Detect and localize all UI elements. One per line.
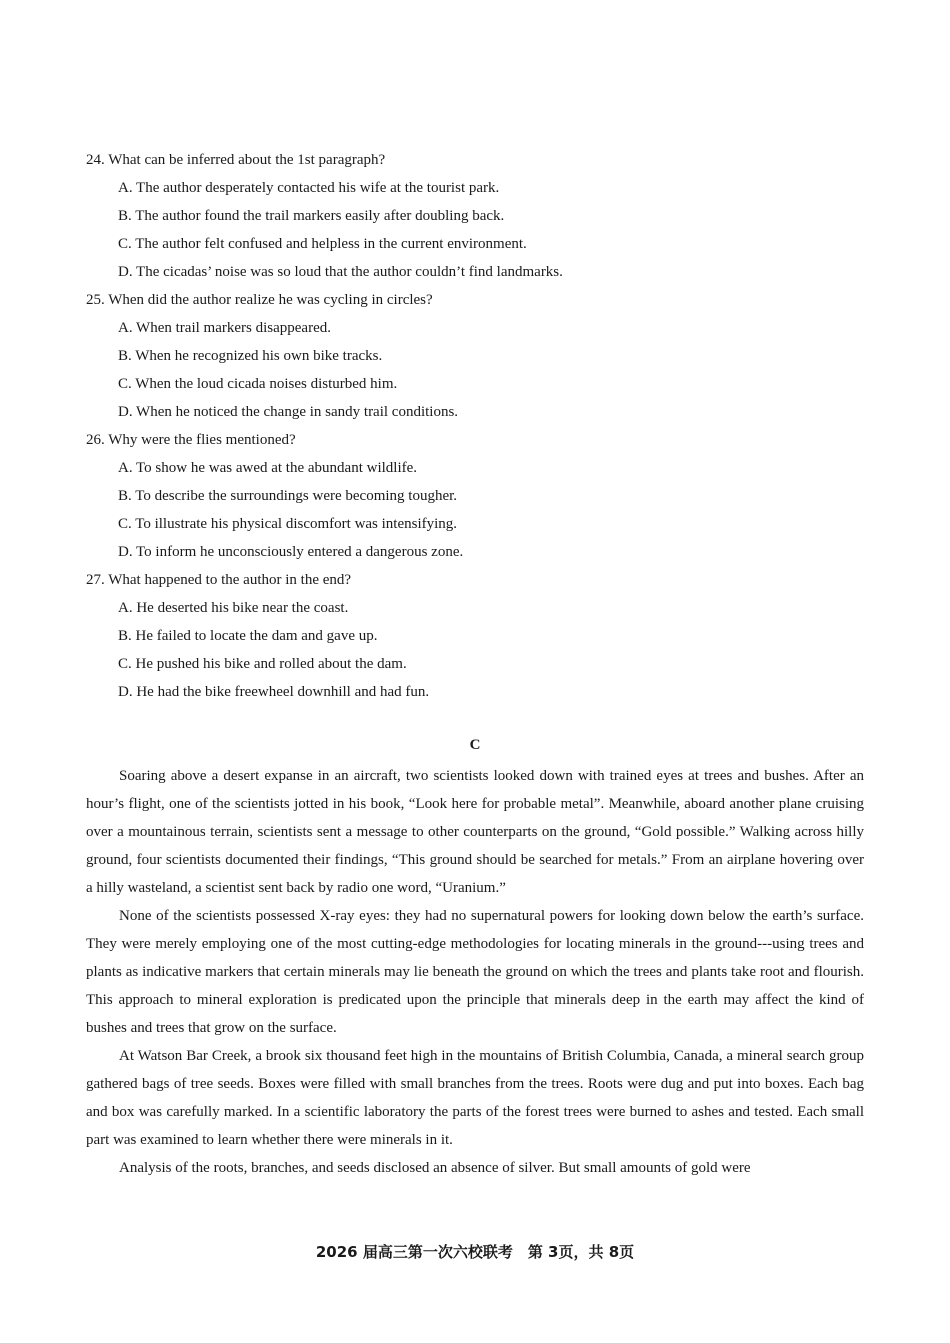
- option-d: D. To inform he unconsciously entered a dangerous zone.: [118, 544, 464, 560]
- option-c: C. To illustrate his physical discomfort was intensifying.: [118, 516, 458, 532]
- option-d: D. When he noticed the change in sandy trail conditions.: [118, 404, 459, 420]
- page-footer: 2026 届高三第一次六校联考 第 3页，共 8页: [315, 1243, 635, 1261]
- option-c: C. When the loud cicada noises disturbed him.: [118, 376, 398, 392]
- question-24: [86, 146, 886, 286]
- option-a: A. To show he was awed at the abundant wildlife.: [118, 460, 418, 476]
- passage-paragraph-3: At Watson Bar Creek, a brook six thousand feet high in the mountains of British Columbia, Canada, a mineral search group gathered bags of tree seeds. Boxes were filled with small branches from the trees. Roots were dug and put into boxes. Each bag and box was carefully marked. In a scientific laboratory the parts of the forest trees were burned to ashes and tested. Each small part was examined to learn whether there were minerals in it.: [86, 1048, 864, 1148]
- option-b: B. When he recognized his own bike tracks.: [118, 348, 383, 364]
- option-a: A. When trail markers disappeared.: [118, 320, 331, 336]
- question-stem: 25. When did the author realize he was cycling in circles?: [86, 292, 433, 308]
- section-heading: C: [469, 737, 481, 753]
- question-stem: 27. What happened to the author in the end?: [86, 572, 352, 588]
- option-a: A. He deserted his bike near the coast.: [118, 600, 349, 616]
- option-b: B. The author found the trail markers easily after doubling back.: [118, 208, 505, 224]
- option-d: D. The cicadas’ noise was so loud that the author couldn’t find landmarks.: [118, 264, 563, 280]
- passage-paragraph-2: None of the scientists possessed X-ray eyes: they had no supernatural powers for looking down below the earth’s surface. They were merely employing one of the most cutting-edge methodologies for locating minerals in the ground---using trees and plants as indicative markers that certain minerals may lie beneath the ground on which the trees and plants take root and flourish. This approach to mineral exploration is predicated upon the principle that minerals deep in the earth may affect the kind of bushes and trees that grow on the surface.: [86, 908, 864, 1036]
- question-27: [86, 566, 886, 706]
- question-stem: 24. What can be inferred about the 1st paragraph?: [86, 152, 386, 168]
- question-26: [86, 426, 886, 566]
- option-b: B. To describe the surroundings were becoming tougher.: [118, 488, 458, 504]
- option-c: C. He pushed his bike and rolled about the dam.: [118, 656, 407, 672]
- reading-passage: [86, 762, 864, 1182]
- option-b: B. He failed to locate the dam and gave up.: [118, 628, 378, 644]
- option-c: C. The author felt confused and helpless in the current environment.: [118, 236, 527, 252]
- passage-paragraph-4: Analysis of the roots, branches, and seeds disclosed an absence of silver. But small amounts of gold were: [119, 1160, 751, 1176]
- option-a: A. The author desperately contacted his wife at the tourist park.: [118, 180, 500, 196]
- option-d: D. He had the bike freewheel downhill and had fun.: [118, 684, 430, 700]
- passage-paragraph-1: Soaring above a desert expanse in an aircraft, two scientists looked down with trained eyes at trees and bushes. After an hour’s flight, one of the scientists jotted in his book, “Look here for probable metal”. Meanwhile, aboard another plane cruising over a mountainous terrain, scientists sent a message to other counterparts on the ground, “Gold possible.” Walking across hilly ground, four scientists documented their findings, “This ground should be searched for metals.” From an airplane hovering over a hilly wasteland, a scientist sent back by radio one word, “Uranium.”: [86, 768, 864, 896]
- question-list: [86, 146, 886, 706]
- question-25: [86, 286, 886, 426]
- question-stem: 26. Why were the flies mentioned?: [86, 432, 296, 448]
